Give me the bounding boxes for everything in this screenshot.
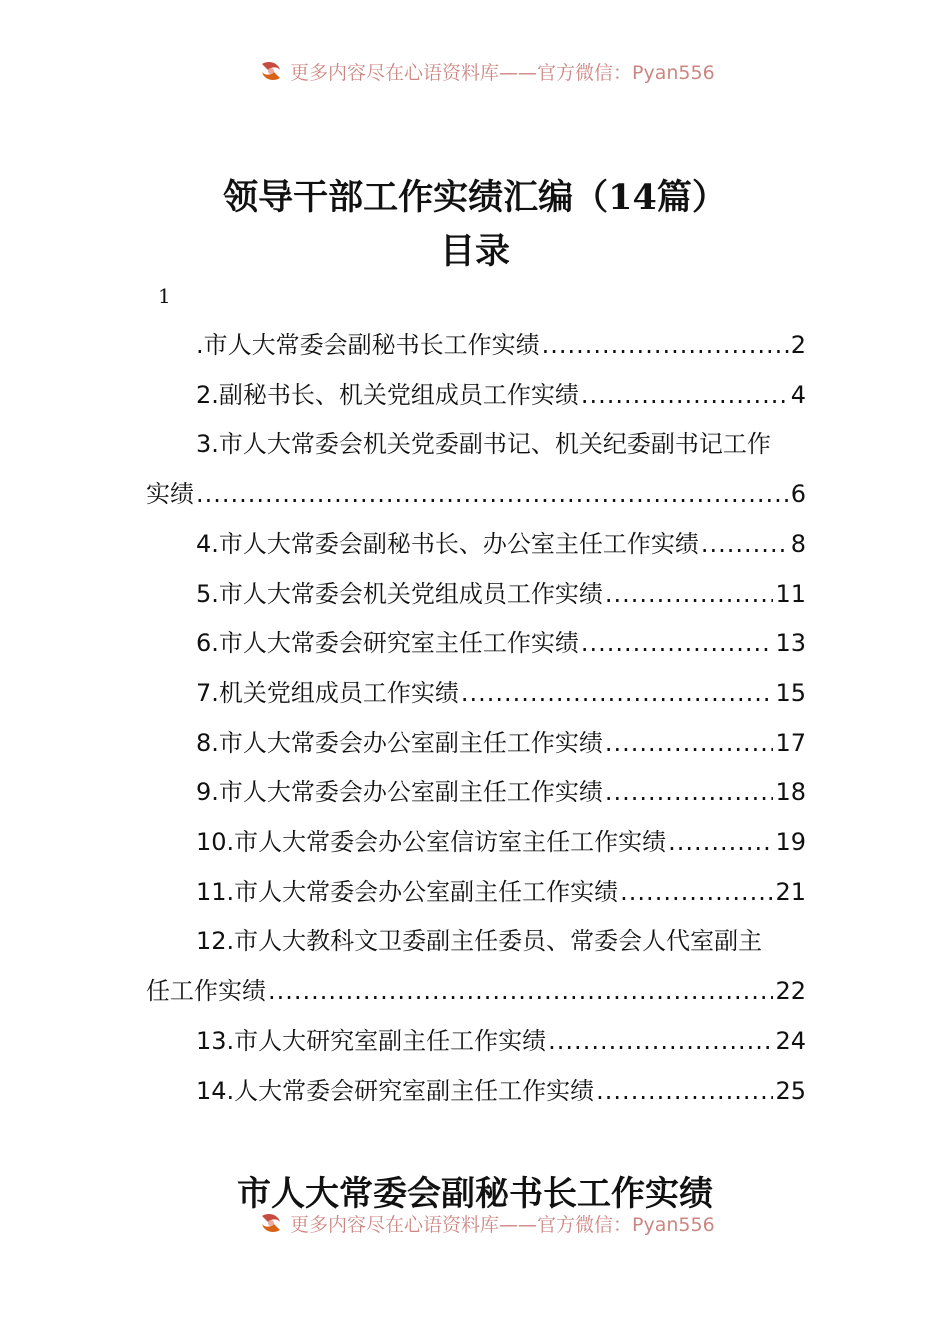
toc-entry[interactable] [146,1067,806,1117]
toc-entry[interactable] [146,917,806,1016]
toc-page-number: 8 [790,529,806,558]
toc-dot-leader [605,570,774,620]
toc-entry[interactable] [146,768,806,818]
toc-dot-leader [196,470,789,520]
document-title: 领导干部工作实绩汇编（14篇） [223,177,727,218]
toc-page-number: 6 [790,480,806,509]
toc-entry[interactable] [146,669,806,719]
toc-entry-text: 实绩 [146,480,194,509]
logo-icon [258,58,284,84]
toc-entry[interactable] [146,371,806,421]
toc-page-number: 4 [790,380,806,409]
toc-page-number: 15 [775,678,806,707]
toc-dot-leader [268,967,773,1017]
toc-page-number: 11 [775,579,806,608]
toc-dot-leader [701,520,789,570]
toc-entry-text: 6.市人大常委会研究室主任工作实绩 [196,629,579,658]
toc-page-number: 18 [775,778,806,807]
toc-entry-text: 任工作实绩 [146,977,266,1006]
toc-entry-text: 13.市人大研究室副主任工作实绩 [196,1026,547,1055]
toc-dot-leader [581,619,774,669]
toc-page-number: 17 [775,728,806,757]
toc-page-number: 22 [775,977,806,1006]
toc-entry[interactable] [146,619,806,669]
toc-dot-leader [620,868,773,918]
section-heading: 市人大常委会副秘书长工作实绩 [237,1174,713,1214]
toc-dot-leader [548,1017,773,1067]
toc-entry[interactable] [146,868,806,918]
toc-page-number: 13 [775,629,806,658]
toc-entry[interactable] [146,520,806,570]
toc-page-number: 24 [775,1026,806,1055]
toc-dot-leader [605,768,774,818]
toc-title: 目录 [439,231,510,272]
toc-dot-leader [596,1067,773,1117]
toc-dot-leader [542,321,789,371]
watermark-text: 更多内容尽在心语资料库——官方微信：Pyan556 [290,1213,715,1236]
toc-page-number: 2 [790,331,806,359]
toc-entry-text: 4.市人大常委会副秘书长、办公室主任工作实绩 [196,529,699,558]
toc-entry-text: 7.机关党组成员工作实绩 [196,678,459,707]
watermark-bottom [258,1210,738,1236]
toc-entry-text: 14.人大常委会研究室副主任工作实绩 [196,1076,595,1105]
toc-entry-text: 9.市人大常委会办公室副主任工作实绩 [196,778,603,807]
logo-icon [258,1210,284,1236]
toc-entry-text: 3.市人大常委会机关党委副书记、机关纪委副书记工作 [196,430,771,459]
toc-entry[interactable] [146,719,806,769]
toc-entry-text: 10.市人大常委会办公室信访室主任工作实绩 [196,828,667,857]
toc-dot-leader [461,669,774,719]
page-marker: 1 [158,284,171,308]
watermark-text: 更多内容尽在心语资料库——官方微信：Pyan556 [290,61,715,84]
toc-dot-leader [581,371,789,421]
toc-entry[interactable] [146,818,806,868]
toc-page-number: 21 [775,877,806,906]
toc-entry[interactable] [146,1017,806,1067]
toc-entry-text: 2.副秘书长、机关党组成员工作实绩 [196,380,579,409]
table-of-contents [146,321,806,1116]
toc-entry-text: 12.市人大教科文卫委副主任委员、常委会人代室副主 [196,927,763,956]
toc-page-number: 25 [775,1076,806,1105]
toc-entry-text: 5.市人大常委会机关党组成员工作实绩 [196,579,603,608]
toc-entry[interactable] [146,570,806,620]
toc-entry-text: 11.市人大常委会办公室副主任工作实绩 [196,877,619,906]
toc-dot-leader [668,818,773,868]
toc-entry[interactable] [146,321,806,371]
watermark-top [258,58,738,84]
toc-page-number: 19 [775,828,806,857]
toc-entry-text: .市人大常委会副秘书长工作实绩 [196,331,540,359]
toc-dot-leader [605,719,774,769]
toc-entry[interactable] [146,420,806,519]
toc-entry-text: 8.市人大常委会办公室副主任工作实绩 [196,728,603,757]
